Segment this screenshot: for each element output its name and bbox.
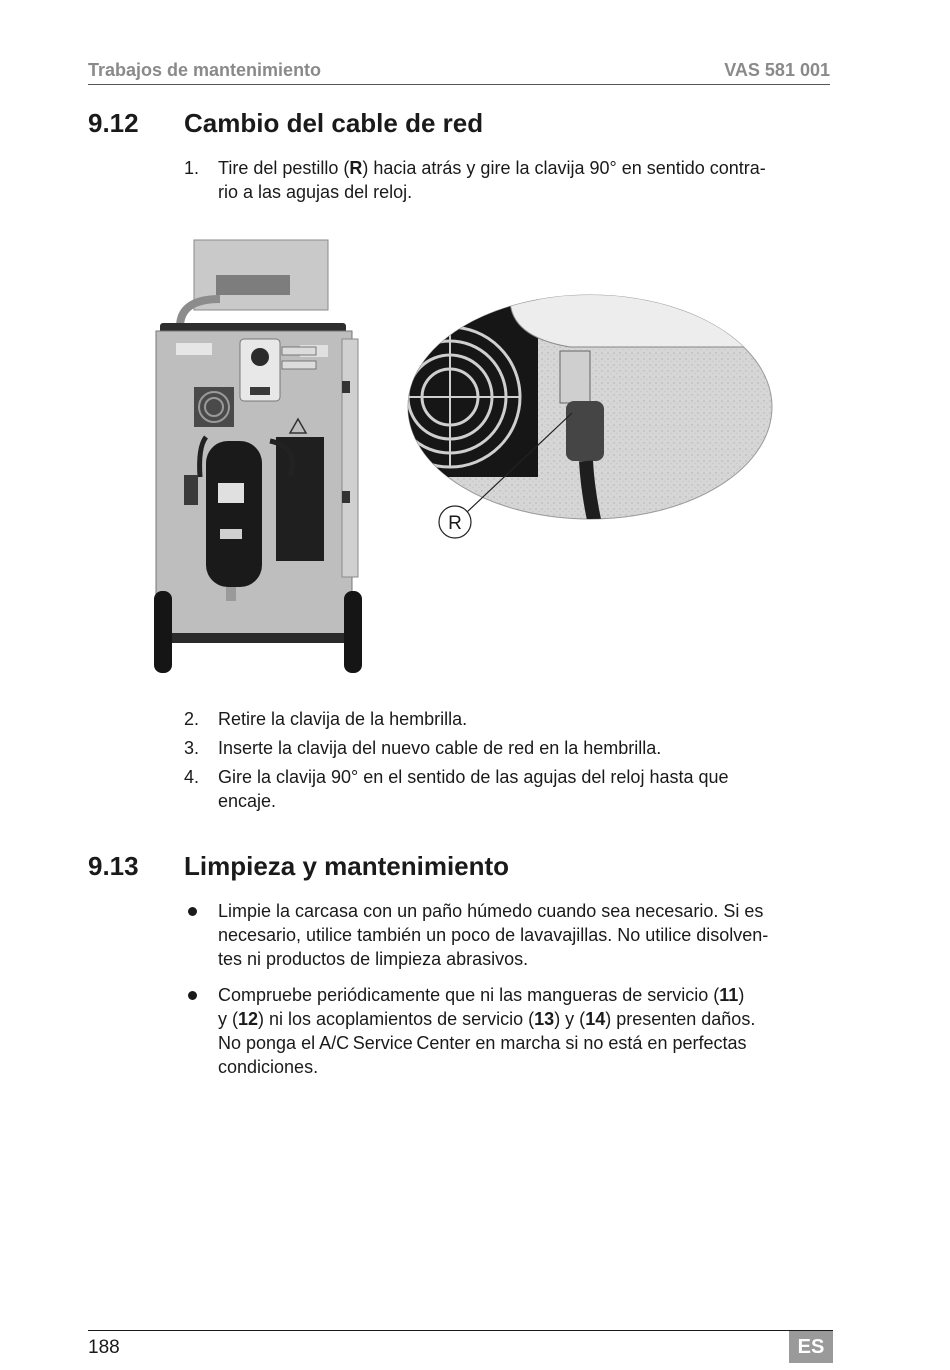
bold-ref: 13: [534, 1009, 555, 1029]
step-item: 2. Retire la clavija de la hembrilla.: [184, 709, 468, 729]
bullet-list: [184, 899, 834, 1091]
step-number: 3.: [184, 738, 200, 758]
bold-ref: 12: [238, 1009, 259, 1029]
machine-illustration: [154, 240, 362, 673]
step-number: 2.: [184, 709, 200, 729]
header-chapter: Trabajos de mantenimiento: [88, 60, 322, 80]
step-list-2: [184, 707, 834, 818]
running-header: [88, 60, 830, 85]
step-number: 1.: [184, 158, 200, 178]
section-heading-9-13: [88, 851, 509, 882]
step-item: 1. Tire del pestillo (R) hacia atrás y gire la clavija 90° en sentido contra- rio a las agujas del reloj.: [184, 158, 766, 202]
bold-ref: 11: [719, 985, 739, 1005]
section-number: 9.13: [88, 851, 139, 881]
footer-rule: [88, 1330, 833, 1331]
step-item: 3. Inserte la clavija del nuevo cable de red en la hembrilla.: [184, 738, 662, 758]
step-number: 4.: [184, 767, 200, 787]
step-item: 4. Gire la clavija 90° en el sentido de las agujas del reloj hasta que encaje.: [184, 767, 729, 811]
section-number: 9.12: [88, 108, 139, 138]
ac-service-center-figure: [150, 237, 790, 677]
callout-label-r: R: [448, 513, 462, 534]
bold-ref: 14: [585, 1009, 606, 1029]
step-list-1: [184, 156, 834, 209]
bullet-item: Limpie la carcasa con un paño húmedo cuando sea necesario. Si es necesario, utilice también un poco de lavavajillas. No utilice disolven- tes ni productos de limpieza abrasivos.: [184, 899, 834, 971]
bullet-item: Compruebe periódicamente que ni las mangueras de servicio (11) y (12) ni los acoplamientos de servicio (13) y (14) presenten daños. No ponga el A/C Service Center en marcha si no está en perfectas condiciones.: [184, 983, 834, 1079]
zoom-inset-detail: [380, 277, 790, 537]
language-badge: ES: [789, 1331, 833, 1363]
header-model: VAS 581 001: [724, 60, 830, 80]
bullet-dot-icon: [188, 907, 197, 916]
page-number: 188: [88, 1337, 120, 1358]
bold-ref: R: [349, 158, 363, 178]
bullet-dot-icon: [188, 991, 197, 1000]
section-heading-9-12: [88, 108, 483, 139]
section-title: Limpieza y mantenimiento: [184, 851, 510, 881]
section-title: Cambio del cable de red: [184, 108, 484, 138]
